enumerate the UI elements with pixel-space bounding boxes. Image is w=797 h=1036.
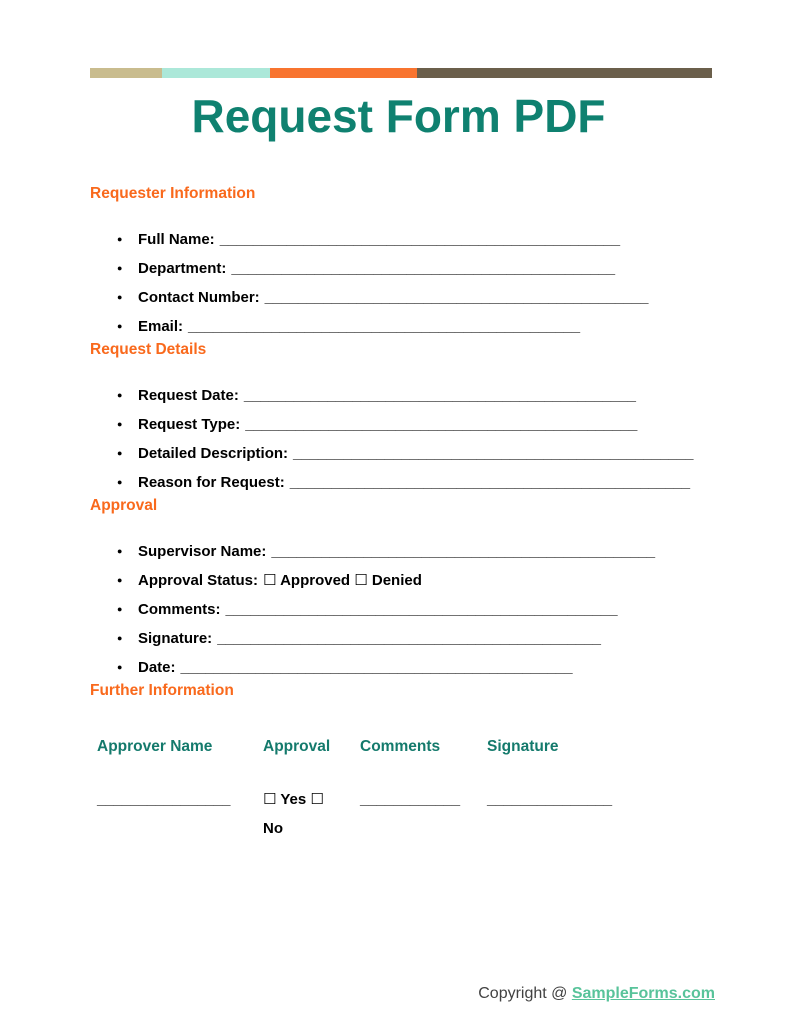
field-detailed-description [90,439,712,468]
cell-approver-name-blank: ________________ [97,791,231,808]
field-label: Signature: [138,630,213,647]
field-comments [90,595,712,624]
footer-copyright [478,983,715,1005]
blank-line: _______________________________________________ [180,659,573,676]
field-signature [90,624,712,653]
stripe-segment-brown [417,68,712,78]
field-label: Contact Number: [138,289,260,306]
top-accent-stripe [90,68,712,78]
cell-approval-checkboxes: ☐ Yes ☐ No [263,791,324,837]
field-email [90,312,712,341]
blank-line: ______________________________________________ [217,630,601,647]
requester-information-fields [90,225,712,341]
section-heading-request-details: Request Details [90,341,207,358]
request-details-fields [90,381,712,497]
column-header-comments: Comments [360,738,441,755]
page-title: Request Form PDF [191,90,606,142]
field-label: Detailed Description: [138,445,289,462]
field-label: Date: [138,659,176,676]
field-approval-status [90,566,712,595]
field-label: Request Date: [138,387,239,404]
field-label: Request Type: [138,416,241,433]
section-heading-approval: Approval [90,497,158,514]
footer-link-sampleforms[interactable]: SampleForms.com [571,985,715,1002]
field-full-name [90,225,712,254]
field-department [90,254,712,283]
cell-signature-blank: _______________ [487,791,613,808]
field-label: Email: [138,318,184,335]
stripe-segment-orange [270,68,417,78]
table-row [90,785,712,843]
field-label: Supervisor Name: [138,543,267,560]
blank-line: ______________________________________________ [231,260,616,277]
section-heading-requester-information: Requester Information [90,185,256,202]
column-header-approver-name: Approver Name [97,738,213,755]
field-date [90,653,712,682]
blank-line: _______________________________________________ [225,601,618,618]
blank-line: ________________________________________________ [293,445,694,462]
approval-fields [90,537,712,682]
stripe-segment-mint [162,68,270,78]
field-request-type [90,410,712,439]
field-supervisor-name [90,537,712,566]
section-heading-further-information: Further Information [90,682,234,699]
blank-line: _______________________________________________ [245,416,638,433]
field-request-date [90,381,712,410]
form-body [90,185,712,843]
cell-comments-blank: ____________ [360,791,461,808]
field-label: Comments: [138,601,221,618]
field-label: Reason for Request: [138,474,285,491]
further-information-table-header [90,738,712,756]
stripe-segment-tan [90,68,162,78]
blank-line: ______________________________________________ [271,543,656,560]
blank-line: _______________________________________________ [243,387,636,404]
field-label: Department: [138,260,227,277]
column-header-approval: Approval [263,738,331,755]
column-header-signature: Signature [487,738,559,755]
blank-line: ________________________________________________ [289,474,691,491]
blank-line: ______________________________________________ [264,289,649,306]
blank-line: _______________________________________________ [188,318,581,335]
field-label: Full Name: [138,231,215,248]
field-contact-number [90,283,712,312]
field-label: Approval Status: [138,572,259,589]
field-reason-for-request [90,468,712,497]
approval-status-checkboxes: ☐ Approved ☐ Denied [263,572,422,589]
copyright-text: Copyright @ [478,985,572,1002]
blank-line: ________________________________________________ [219,231,621,248]
